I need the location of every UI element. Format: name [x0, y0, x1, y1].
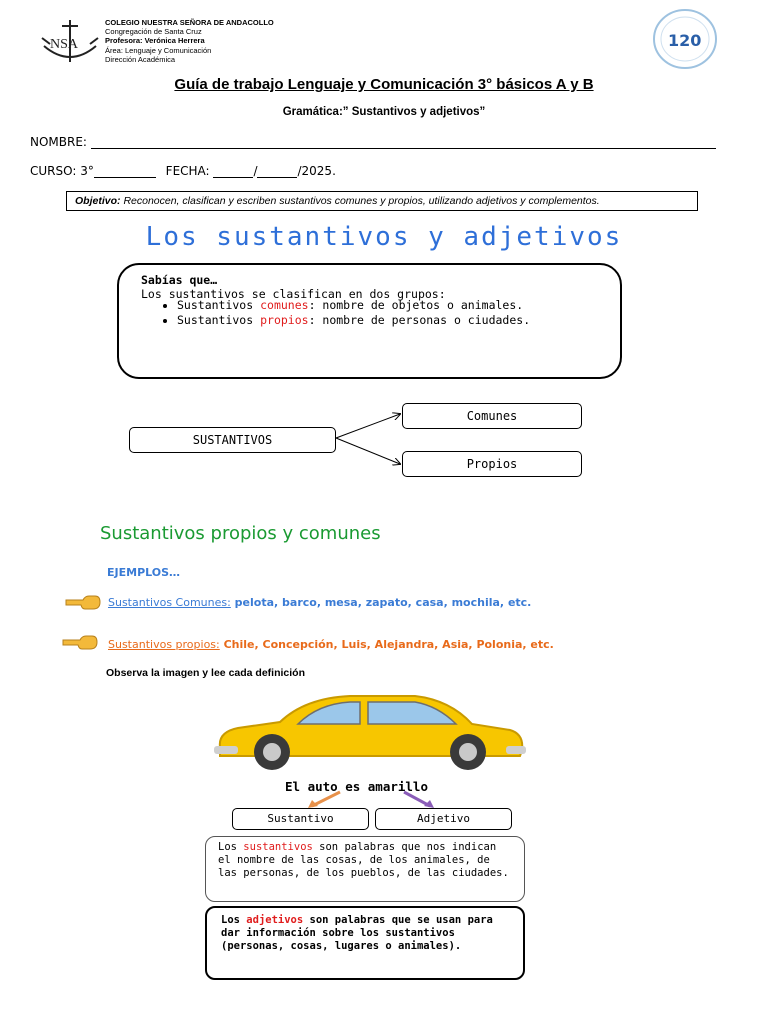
propios-example-label: Sustantivos propios:	[108, 638, 220, 651]
classification-arrows	[0, 390, 768, 490]
sabias-intro: Los sustantivos se clasifican en dos grupos:	[141, 287, 446, 301]
objective-box	[66, 191, 698, 211]
adjetivo-label-box: Adjetivo	[375, 808, 512, 830]
nombre-row	[30, 135, 716, 149]
curso-label: CURSO: 3°	[30, 164, 94, 178]
propios-example-list: Chile, Concepción, Luis, Alejandra, Asia, Polonia, etc.	[223, 638, 554, 651]
sabias-item-comunes: • Sustantivos comunes: nombre de objetos o animales.	[177, 299, 617, 312]
anniversary-logo	[652, 8, 718, 70]
section-title: Sustantivos propios y comunes	[100, 523, 381, 544]
curso-field[interactable]	[94, 165, 156, 178]
nombre-label: NOMBRE:	[30, 135, 87, 149]
pointing-hand-icon	[65, 592, 101, 617]
comunes-example-label: Sustantivos Comunes:	[108, 596, 231, 609]
page-subtitle: Gramática:” Sustantivos y adjetivos”	[282, 106, 486, 118]
school-name: COLEGIO NUESTRA SEÑORA DE ANDACOLLO	[105, 18, 274, 27]
school-logo	[40, 18, 100, 64]
fecha-day-field[interactable]	[213, 165, 253, 178]
page-title: Guía de trabajo Lenguaje y Comunicación 3° básicos A y B	[174, 76, 594, 93]
comunes-example-list: pelota, barco, mesa, zapato, casa, mochila, etc.	[234, 596, 532, 609]
direction: Dirección Académica	[105, 54, 176, 64]
sustantivo-label-box: Sustantivo	[232, 808, 369, 830]
fecha-label: FECHA:	[165, 164, 210, 178]
pointing-hand-icon	[62, 632, 98, 657]
congregation: Congregación de Santa Cruz	[105, 27, 202, 37]
area: Área: Lenguaje y Comunicación	[105, 45, 212, 55]
objective-label: Objetivo:	[75, 195, 121, 207]
comunes-box: Comunes	[402, 403, 582, 429]
example-propios	[108, 638, 554, 651]
logo-letters: NSA	[50, 37, 79, 52]
yellow-car-icon	[210, 692, 530, 777]
sustantivos-definition: Los sustantivos son palabras que nos indican el nombre de las cosas, de los animales, de las personas, de los pueblos, de las ciudades.	[205, 836, 525, 902]
fecha-year: /2025.	[297, 164, 336, 178]
school-info	[105, 18, 274, 64]
fecha-month-field[interactable]	[257, 165, 297, 178]
main-heading: Los sustantivos y adjetivos	[145, 222, 623, 252]
observa-instruction: Observa la imagen y lee cada definición	[106, 667, 305, 679]
adjetivos-definition: Los adjetivos son palabras que se usan para dar información sobre los sustantivos (personas, cosas, lugares o animales).	[205, 906, 525, 980]
caption-arrows	[300, 790, 450, 810]
example-comunes	[108, 596, 531, 609]
propios-box: Propios	[402, 451, 582, 477]
sustantivos-root-box: SUSTANTIVOS	[129, 427, 336, 453]
sabias-item-propios: • Sustantivos propios: nombre de personas o ciudades.	[177, 314, 617, 327]
sabias-heading: Sabías que…	[141, 273, 218, 287]
ejemplos-label: EJEMPLOS…	[107, 566, 181, 579]
sabias-que-box	[117, 263, 622, 379]
anniversary-number: 120	[668, 31, 702, 50]
sabias-list	[149, 299, 617, 329]
car-caption: El auto es amarillo	[285, 779, 428, 794]
nombre-field[interactable]	[91, 136, 716, 149]
curso-row	[30, 164, 336, 178]
teacher: Profesora: Verónica Herrera	[105, 36, 205, 46]
objective-text: Reconocen, clasifican y escriben sustantivos comunes y propios, utilizando adjetivos y complementos.	[123, 195, 600, 207]
fecha-slash: /	[253, 164, 258, 178]
